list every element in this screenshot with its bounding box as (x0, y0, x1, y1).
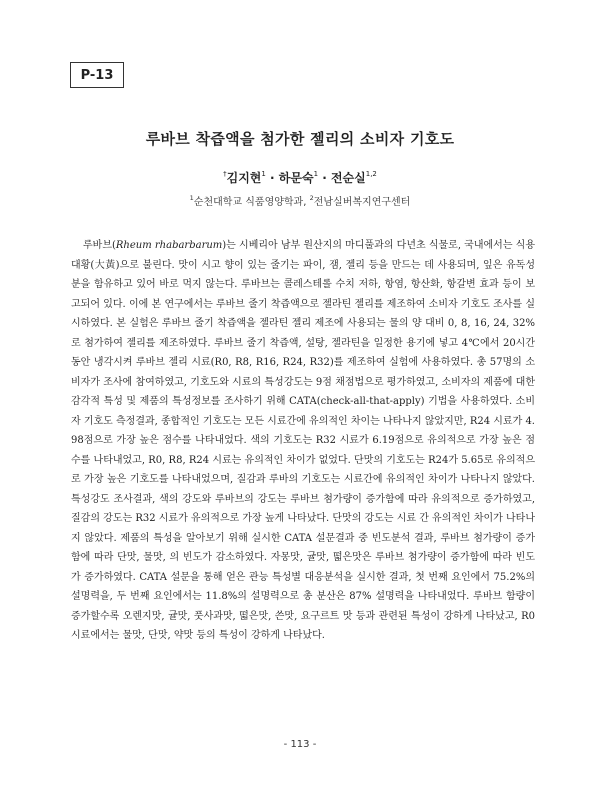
author-affil-mark: 1,2 (365, 170, 377, 178)
affiliation-name: 순천대학교 식품영양학과, (193, 197, 307, 208)
abstract-text: )는 시베리아 남부 원산지의 마디풀과의 다년초 식물로, 국내에서는 식용대황(大黃)으로 불린다. 맛이 시고 향이 있는 줄기는 파이, 잼, 젤리 등을 만드는 데 사용되며, 잎은 유독성분을 함유하고 있어 바로 먹지 않는다. 루바브는 콜레스테롤 수치 저하, 항염, 항산화, 항갈변 효과 등이 보고되어 있다. 이에 본 연구에서는 루바브 줄기 착즙액으로 젤라틴 젤리를 제조하여 소비자 기호도 조사를 실시하였다. 본 실험은 루바브 줄기 착즙액을 젤라틴 젤리 제조에 사용되는 물의 양 대비 0, 8, 16, 24, 32%로 첨가하여 젤리를 제조하였다. 루바브 줄기 착즙액, 설탕, 젤라틴을 일정한 용기에 넣고 4℃에서 20시간 동안 냉각시켜 루바브 젤리 시료(R0, R8, R16, R24, R32)를 제조하여 실험에 사용하였다. 총 57명의 소비자가 조사에 참여하였고, 기호도와 시료의 특성강도는 9점 채점법으로 평가하였고, 소비자의 제품에 대한 감각적 특성 및 제품의 특성정보를 조사하기 위해 CATA(check-all-that-apply) 기법을 사용하였다. 소비자 기호도 측정결과, 종합적인 기호도는 모든 시료간에 유의적인 차이는 나타나지 않았지만, R24 시료가 4.98점으로 가장 높은 점수를 나타내었다. 색의 기호도는 R32 시료가 6.19점으로 유의적으로 가장 높은 점수를 나타내었고, R0, R8, R24 시료는 유의적인 차이가 없었다. 단맛의 기호도는 R24가 5.65로 유의적으로 가장 높은 기호도를 나타내었으며, 질감과 루바의 기호도는 시료간에 유의적인 차이가 나타나지 않았다. 특성강도 조사결과, 색의 강도와 루바브의 강도는 루바브 첨가량이 증가함에 따라 유의적으로 증가하였고, 질감의 강도는 R32 시료가 유의적으로 가장 높게 나타났다. 단맛의 강도는 시료 간 유의적인 차이가 나타나지 않았다. 제품의 특성을 알아보기 위해 실시한 CATA 설문결과 중 빈도분석 결과, 루바브 첨가량이 증가함에 따라 단맛, 물맛, 의 빈도가 감소하였다. 자몽맛, 귤맛, 떫은맛은 루바브 첨가량이 증가함에 따라 빈도가 증가하였다. CATA 설문을 통해 얻은 관능 특성별 대응분석을 실시한 결과, 첫 번째 요인에서 75.2%의 설명력을, 두 번째 요인에서는 11.8%의 설명력으로 총 분산은 87% 설명력을 나타내었다. 루바브 함량이 증가할수록 오렌지맛, 귤맛, 풋사과맛, 떫은맛, 쓴맛, 요구르트 맛 등과 관련된 특성이 강하게 나타났고, R0 시료에서는 물맛, 단맛, 약맛 등의 특성이 강하게 나타났다. (71, 240, 535, 641)
poster-id-badge: P-13 (70, 62, 124, 88)
page-number: - 113 - (283, 739, 317, 750)
author-affil-mark: 1 (313, 170, 319, 178)
author-list (0, 169, 600, 186)
abstract-body (71, 236, 535, 646)
affiliation-name: 전남실버복지연구센터 (313, 197, 411, 208)
author-separator: · (318, 171, 331, 185)
abstract-text: 루바브( (83, 240, 116, 251)
paper-title: 루바브 착즙액을 첨가한 젤리의 소비자 기호도 (145, 130, 455, 148)
author-affil-mark: 1 (261, 170, 266, 178)
author-name: 전순실 (330, 171, 366, 185)
affiliation-line (0, 193, 600, 208)
corresponding-author-mark: † (223, 170, 227, 178)
affil-mark: 2 (309, 194, 314, 202)
author-separator: · (265, 171, 279, 185)
author-name: 하문숙 (278, 171, 314, 185)
author-name: 김지현 (226, 171, 262, 185)
scientific-name: Rheum rhabarbarum (115, 240, 223, 251)
affil-mark: 1 (189, 194, 194, 202)
